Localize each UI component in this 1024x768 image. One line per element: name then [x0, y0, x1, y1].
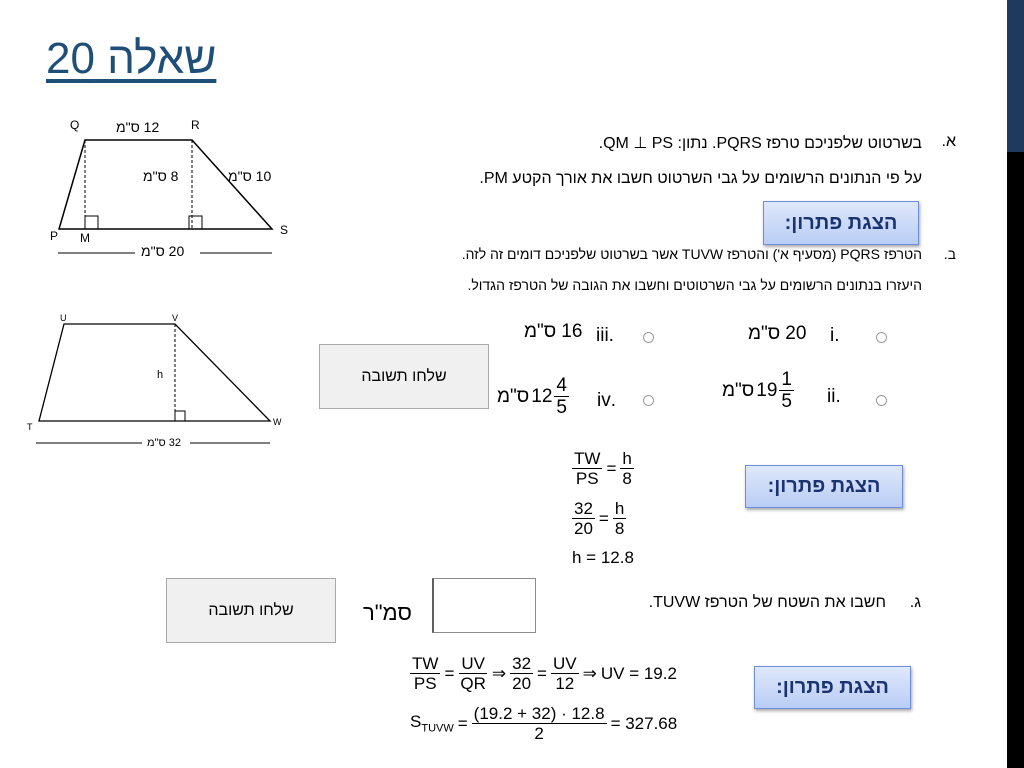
ratio-h-8-b	[613, 500, 626, 537]
option-ii-whole: 19	[756, 379, 778, 401]
right-angle-m	[85, 216, 98, 229]
vertex-w: W	[273, 417, 282, 427]
question-c-line1: חשבו את השטח של הטרפז TUVW.	[648, 594, 886, 611]
vertex-t: T	[27, 422, 33, 432]
label-height-length: 8 ס"מ	[143, 168, 179, 184]
vertex-r: R	[191, 118, 200, 132]
option-iv-value	[497, 376, 569, 417]
option-iii-number: 16	[561, 321, 583, 342]
equals-sign: =	[457, 713, 468, 733]
ratio-uv-qr	[458, 655, 488, 692]
ratio-uv-12	[551, 655, 579, 692]
ratio-den: PS	[413, 674, 437, 693]
option-iv-whole: 12	[531, 385, 553, 407]
ratio-tw-ps	[572, 450, 602, 487]
ratio-num: UV	[552, 654, 577, 673]
area-answer-input[interactable]	[432, 578, 536, 633]
label-ps-length: 20 ס"מ	[141, 243, 185, 259]
ratio-den: 8	[622, 469, 632, 488]
option-i-radio[interactable]	[876, 332, 887, 343]
vertex-v: V	[172, 313, 179, 323]
vertex-p: P	[50, 229, 59, 243]
ratio-tw-ps-c	[410, 655, 440, 692]
ratio-den: 20	[512, 674, 532, 693]
option-i-number: 20	[785, 323, 807, 344]
solution-b-line3: h = 12.8	[572, 548, 634, 567]
ratio-num: 32	[574, 499, 593, 518]
option-iii-value	[524, 321, 582, 343]
question-a-line2: על פי הנתונים הרשומים על גבי השרטוט חשבו את אורך הקטע PM.	[479, 170, 922, 187]
option-iii-radio[interactable]	[643, 332, 654, 343]
area-fraction	[472, 705, 607, 742]
solution-b-line2	[572, 500, 626, 537]
option-iv-unit: ס"מ	[497, 385, 530, 407]
option-ii-value	[722, 370, 794, 411]
ratio-32-20-c	[510, 655, 533, 692]
ratio-num: TW	[574, 449, 601, 468]
option-i-unit: ס"מ	[748, 323, 781, 344]
vertex-m: M	[80, 231, 90, 245]
option-iv-fraction	[554, 376, 569, 417]
sidebar-accent-bottom	[1007, 152, 1024, 768]
option-iv-roman: .iv	[597, 390, 617, 411]
show-solution-button-b[interactable]: הצגת פתרון:	[745, 465, 903, 508]
equals-sign: =	[444, 663, 455, 683]
question-b-line2: היעזרו בנתונים הרשומים על גבי השרטוטים וחשבו את הגובה של הטרפז הגדול.	[467, 277, 922, 293]
option-ii-denominator: 5	[781, 391, 792, 412]
question-b-line1: הטרפז PQRS (מסעיף א') והטרפז TUVW אשר בשרטוט שלפניכם דומים זה לזה.	[461, 246, 922, 262]
ratio-den: PS	[575, 469, 599, 488]
option-i-roman: .i	[830, 325, 840, 346]
ratio-num: 32	[512, 654, 532, 673]
ratio-num: UV	[461, 654, 485, 673]
vertex-q: Q	[70, 118, 80, 132]
area-denominator: 2	[534, 724, 544, 743]
option-iii-unit: ס"מ	[524, 321, 557, 342]
option-iv-radio[interactable]	[643, 395, 654, 406]
option-i-value	[748, 323, 806, 345]
ratio-num: TW	[412, 654, 439, 673]
area-subscript: TUVW	[421, 722, 454, 735]
right-angle-tuvw	[175, 411, 185, 421]
ratio-den: 20	[574, 519, 593, 538]
ratio-num: h	[614, 499, 625, 518]
send-answer-button-c[interactable]: שלחו תשובה	[166, 578, 336, 643]
send-answer-button-b[interactable]: שלחו תשובה	[319, 344, 489, 409]
ratio-den: 8	[614, 519, 625, 538]
question-a-line1: בשרטוט שלפניכם טרפז PQRS. נתון: QM ⊥ PS.	[598, 135, 922, 152]
area-letter: S	[410, 712, 422, 732]
solution-c-line2	[410, 705, 677, 742]
option-iv-numerator: 4	[556, 375, 567, 396]
option-ii-numerator: 1	[781, 369, 792, 390]
label-rs-length: 10 ס"מ	[228, 168, 272, 184]
implies-arrow: ⇒	[491, 663, 507, 683]
equals-sign: =	[606, 458, 617, 478]
option-iii-roman: .iii	[596, 325, 614, 346]
label-qr-length: 12 ס"מ	[116, 119, 160, 135]
area-numerator: (19.2 + 32) · 12.8	[473, 704, 605, 723]
vertex-u: U	[60, 313, 67, 323]
equals-sign: =	[537, 663, 547, 683]
trapezoid-tuvw-shape	[39, 324, 270, 421]
label-h: h	[157, 369, 164, 381]
label-tw-length: 32 ס"מ	[147, 437, 181, 449]
area-unit-label: סמ"ר	[363, 600, 412, 625]
ratio-num: h	[622, 449, 632, 468]
show-solution-button-a[interactable]: הצגת פתרון:	[763, 201, 919, 245]
ratio-32-20	[572, 500, 595, 537]
option-ii-radio[interactable]	[876, 395, 887, 406]
ratio-den: 12	[555, 674, 575, 693]
option-iv-denominator: 5	[556, 397, 567, 418]
implies-arrow: ⇒	[582, 663, 597, 683]
equals-sign: =	[598, 508, 609, 528]
question-b-letter: ב.	[943, 246, 956, 262]
option-ii-roman: .ii	[827, 386, 841, 407]
page-title: שאלה 20	[46, 34, 217, 83]
option-ii-fraction	[779, 370, 794, 411]
solution-c-line1	[410, 655, 677, 692]
area-symbol	[410, 712, 454, 734]
right-angle-r	[189, 216, 202, 229]
vertex-s: S	[280, 223, 289, 237]
area-result: = 327.68	[610, 713, 678, 733]
sidebar-accent-top	[1007, 0, 1024, 152]
show-solution-button-c[interactable]: הצגת פתרון:	[754, 666, 911, 709]
question-a-letter: א.	[941, 133, 956, 150]
uv-result: UV = 19.2	[600, 663, 677, 683]
solution-b-line1	[572, 450, 634, 487]
question-c-letter: ג.	[909, 594, 921, 611]
ratio-den: QR	[460, 674, 486, 693]
option-ii-unit: ס"מ	[722, 379, 755, 401]
ratio-h-8	[620, 450, 633, 487]
